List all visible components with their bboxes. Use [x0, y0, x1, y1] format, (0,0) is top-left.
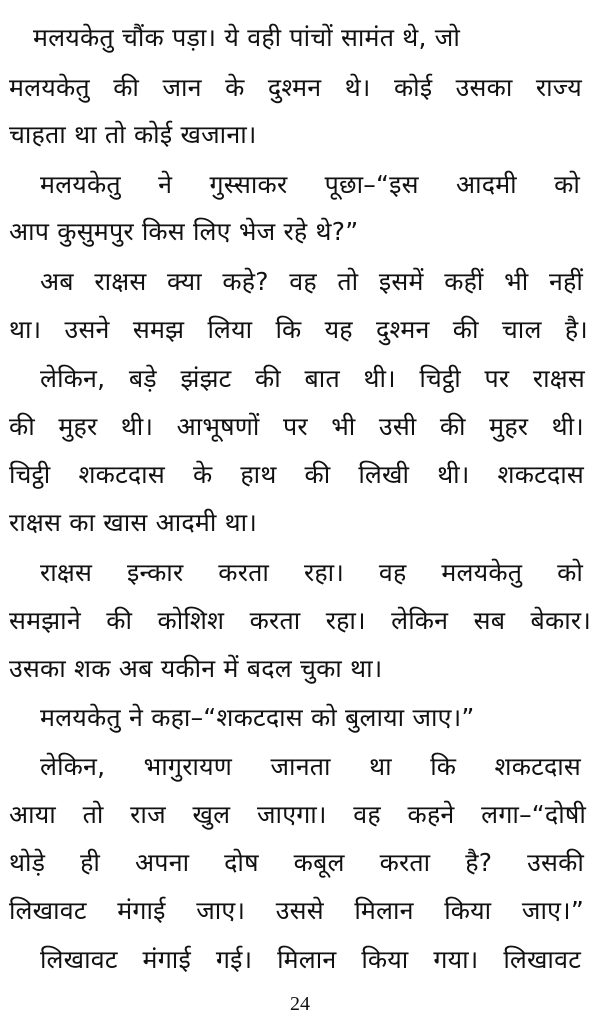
text-line: मलयकेतु ने कहा–“शकटदास को बुलाया जाए।”: [40, 703, 475, 732]
text-line: था। उसने समझ लिया कि यह दुश्मन की चाल है।: [9, 315, 588, 344]
text-line: राक्षस इन्कार करता रहा। वह मलयकेतु को: [40, 558, 583, 587]
page-number: 24: [290, 993, 310, 1015]
text-line: आप कुसुमपुर किस लिए भेज रहे थे?”: [9, 217, 359, 246]
text-line: मलयकेतु की जान के दुश्मन थे। कोई उसका राज्य: [9, 73, 582, 102]
text-line: मलयकेतु चौंक पड़ा। ये वही पांचों सामंत थे, जो: [33, 23, 460, 52]
text-line: आया तो राज खुल जाएगा। वह कहने लगा–“दोषी: [9, 800, 586, 829]
text-line: लिखावट मंगाई गई। मिलान किया गया। लिखावट: [40, 945, 581, 974]
text-line: समझाने की कोशिश करता रहा। लेकिन सब बेकार।: [9, 606, 591, 635]
text-line: मलयकेतु ने गुस्साकर पूछा–“इस आदमी को: [40, 170, 580, 199]
text-line: अब राक्षस क्या कहे? वह तो इसमें कहीं भी नहीं: [40, 267, 583, 296]
text-line: राक्षस का खास आदमी था।: [9, 508, 257, 537]
text-line: लेकिन, भागुरायण जानता था कि शकटदास: [40, 752, 581, 781]
text-line: चिट्ठी शकटदास के हाथ की लिखी थी। शकटदास: [9, 460, 584, 489]
text-line: लेकिन, बड़े झंझट की बात थी। चिट्ठी पर राक्षस: [40, 364, 585, 393]
text-line: थोड़े ही अपना दोष कबूल करता है? उसकी: [9, 848, 584, 877]
text-line: लिखावट मंगाई जाए। उससे मिलान किया जाए।”: [9, 896, 584, 925]
text-line: चाहता था तो कोई खजाना।: [9, 120, 257, 149]
text-line: की मुहर थी। आभूषणों पर भी उसी की मुहर थी।: [9, 412, 584, 441]
text-line: उसका शक अब यकीन में बदल चुका था।: [9, 654, 383, 683]
